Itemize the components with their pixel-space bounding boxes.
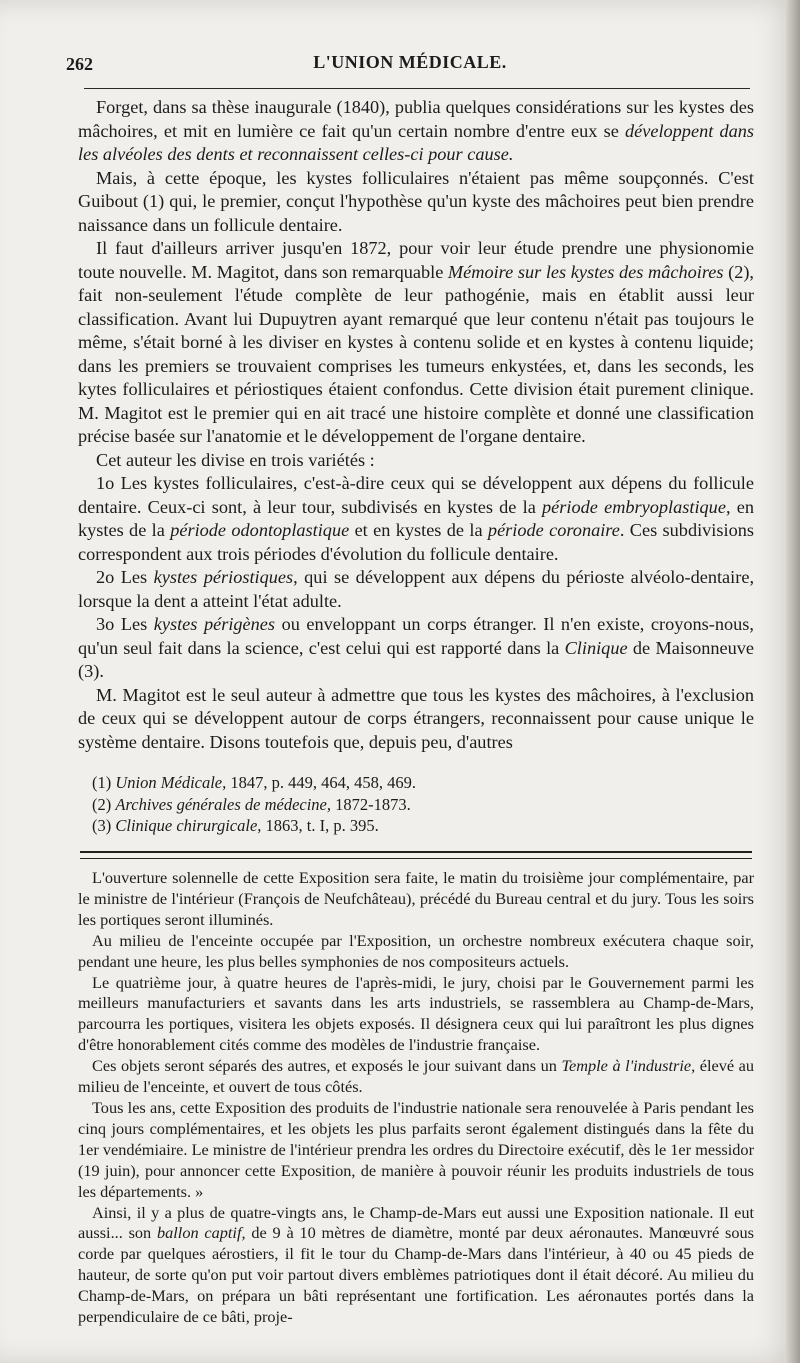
feuilleton-paragraph-3: Le quatrième jour, à quatre heures de l'après-midi, le jury, choisi par le Gouvernement parmi les meilleurs manufacturiers et savants dans les arts industriels, se rassemblera au Champ-de-Mars, parcourra les portiques, visitera les objets exposés. Il désignera ceux qui lui paraîtront les plus dignes d'être honorablement cités comme des modèles de l'industrie française. xyxy=(78,972,754,1055)
article-paragraph-5: 1o Les kystes folliculaires, c'est-à-dire ceux qui se développent aux dépens du follicule dentaire. Ceux-ci sont, à leur tour, subdivisés en kystes de la période embryoplastique, en kystes de la période odontoplastique et en kystes de la période coronaire. Ces subdivisions correspondent aux trois périodes d'évolution du follicule dentaire. xyxy=(78,473,754,564)
article-paragraph-3: Il faut d'ailleurs arriver jusqu'en 1872, pour voir leur étude prendre une physionomie toute nouvelle. M. Magitot, dans son remarquable Mémoire sur les kystes des mâchoires (2), fait non-seulement l'étude complète de leur pathogénie, mais en établit aussi leur classification. Avant lui Dupuytren ayant remarqué que leur contenu n'était pas toujours le même, s'était borné à les diviser en kystes à contenu solide et en kystes à contenu liquide; dans les premiers se trouvaient comprises les tumeurs enkystées, et, dans les seconds, les kytes folliculaires et périostiques étaient confondus. Cette division était purement clinique. M. Magitot est le premier qui en ait tracé une histoire complète et donné une classification précise basée sur l'anatomie et le développement de l'organe dentaire. xyxy=(78,238,755,446)
footnote-1: (1) Union Médicale, 1847, p. 449, 464, 458, 469. xyxy=(92,773,417,792)
footnote-3: (3) Clinique chirurgicale, 1863, t. I, p. 395. xyxy=(92,816,379,835)
feuilleton-separator xyxy=(80,851,752,859)
running-title: L'UNION MÉDICALE. xyxy=(313,52,507,72)
article-paragraph-2: Mais, à cette époque, les kystes folliculaires n'étaient pas même soupçonnés. C'est Guibout (1) qui, le premier, conçut l'hypothèse qu'un kyste des mâchoires peut bien prendre naissance dans un follicule dentaire. xyxy=(78,167,754,235)
feuilleton-body xyxy=(78,868,754,1328)
feuilleton-paragraph-6: Ainsi, il y a plus de quatre-vingts ans, le Champ-de-Mars eut aussi une Exposition nationale. Il eut aussi... son ballon captif, de 9 à 10 mètres de diamètre, monté par deux aéronautes. Manœuvré sous corde par quelques aérostiers, il fit le tour du Champ-de-Mars dans l'intérieur, à 40 ou 45 pieds de hauteur, de sorte qu'on put voir partout divers emblèmes patriotiques dont il était décoré. Au milieu du Champ-de-Mars, on prépara un bâti représentant une fortification. Les aéronautes portés dans la perpendiculaire de ce bâti, proje- xyxy=(78,1202,754,1327)
feuilleton-paragraph-1: L'ouverture solennelle de cette Exposition sera faite, le matin du troisième jour complémentaire, par le ministre de l'intérieur (François de Neufchâteau), précédé du Bureau central et du jury. Tous les soirs les portiques seront illuminés. xyxy=(78,868,754,929)
article-paragraph-7: 3o Les kystes périgènes ou enveloppant un corps étranger. Il n'en existe, croyons-nous, qu'un seul fait dans la science, c'est celui qui est rapporté dans la Clinique de Maisonneuve (3). xyxy=(78,614,754,681)
header-rule xyxy=(84,88,750,89)
feuilleton-paragraph-5: Tous les ans, cette Exposition des produits de l'industrie nationale sera renouvelée à Paris pendant les cinq jours complémentaires, et les objets les plus parfaits seront également distingués dans la fête du 1er vendémiaire. Le ministre de l'intérieur prendra les ordres du Directoire exécutif, dès le 1er messidor (19 juin), pour annoncer cette Exposition, de manière à pouvoir réunir les produits industriels de tous les départements. » xyxy=(78,1097,754,1201)
page-edge-shadow xyxy=(786,0,800,1363)
footnote-2: (2) Archives générales de médecine, 1872-1873. xyxy=(92,794,411,814)
page-header xyxy=(66,48,754,82)
feuilleton-paragraph-4: Ces objets seront séparés des autres, et exposés le jour suivant dans un Temple à l'industrie, élevé au milieu de l'enceinte, et ouvert de tous côtés. xyxy=(78,1056,754,1097)
feuilleton-paragraph-2: Au milieu de l'enceinte occupée par l'Exposition, un orchestre nombreux exécutera chaque soir, pendant une heure, les plus belles symphonies de nos compositeurs actuels. xyxy=(78,930,754,971)
article-body xyxy=(78,96,754,754)
article-paragraph-8: M. Magitot est le seul auteur à admettre que tous les kystes des mâchoires, à l'exclusion de ceux qui se développent autour de corps étrangers, reconnaissent pour cause unique le système dentaire. Disons toutefois que, depuis peu, d'autres xyxy=(78,684,754,752)
article-paragraph-6: 2o Les kystes périostiques, qui se développent aux dépens du périoste alvéolo-dentaire, lorsque la dent a atteint l'état adulte. xyxy=(78,567,755,611)
article-paragraph-4: Cet auteur les divise en trois variétés : xyxy=(96,449,375,470)
footnotes xyxy=(92,772,732,837)
article-paragraph-1: Forget, dans sa thèse inaugurale (1840), publia quelques considérations sur les kystes des mâchoires, et mit en lumière ce fait qu'un certain nombre d'entre eux se développent dans les alvéoles des dents et reconnaissent celles-ci pour cause. xyxy=(78,97,754,164)
page-number: 262 xyxy=(66,54,93,74)
